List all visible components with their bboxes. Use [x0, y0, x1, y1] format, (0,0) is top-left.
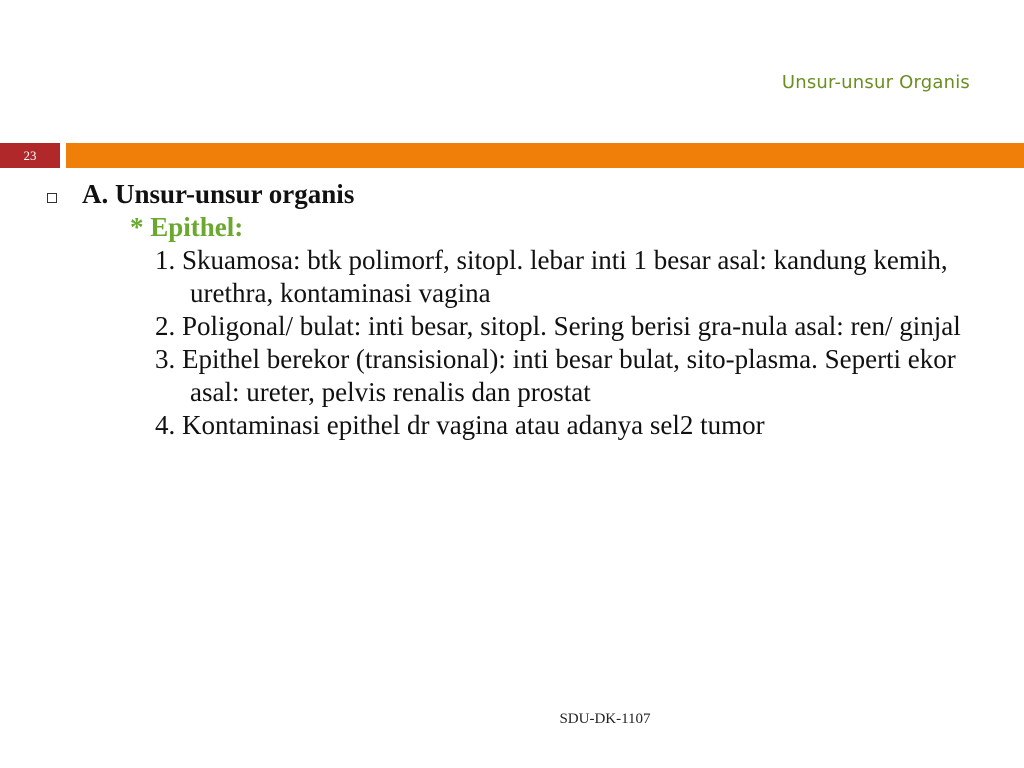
- page-number-badge: 23: [0, 143, 60, 168]
- slide-content: [82, 178, 992, 442]
- square-bullet-icon: [47, 193, 57, 203]
- content-subheading: * Epithel:: [130, 212, 244, 242]
- list-item: 4. Kontaminasi epithel dr vagina atau adanya sel2 tumor: [155, 410, 765, 440]
- list-item: 2. Poligonal/ bulat: inti besar, sitopl. Sering berisi gra-nula asal: ren/ ginjal: [155, 311, 961, 341]
- list-item: 3. Epithel berekor (transisional): inti besar bulat, sito-plasma. Seperti ekor asal: ureter, pelvis renalis dan prostat: [155, 344, 956, 407]
- header-divider-bar: [66, 143, 1024, 168]
- content-heading: A. Unsur-unsur organis: [82, 179, 355, 209]
- slide-title: Unsur-unsur Organis: [781, 72, 970, 93]
- footer-text: SDU-DK-1107: [559, 711, 651, 727]
- list-item: 1. Skuamosa: btk polimorf, sitopl. lebar inti 1 besar asal: kandung kemih, urethra, kontaminasi vagina: [155, 245, 948, 308]
